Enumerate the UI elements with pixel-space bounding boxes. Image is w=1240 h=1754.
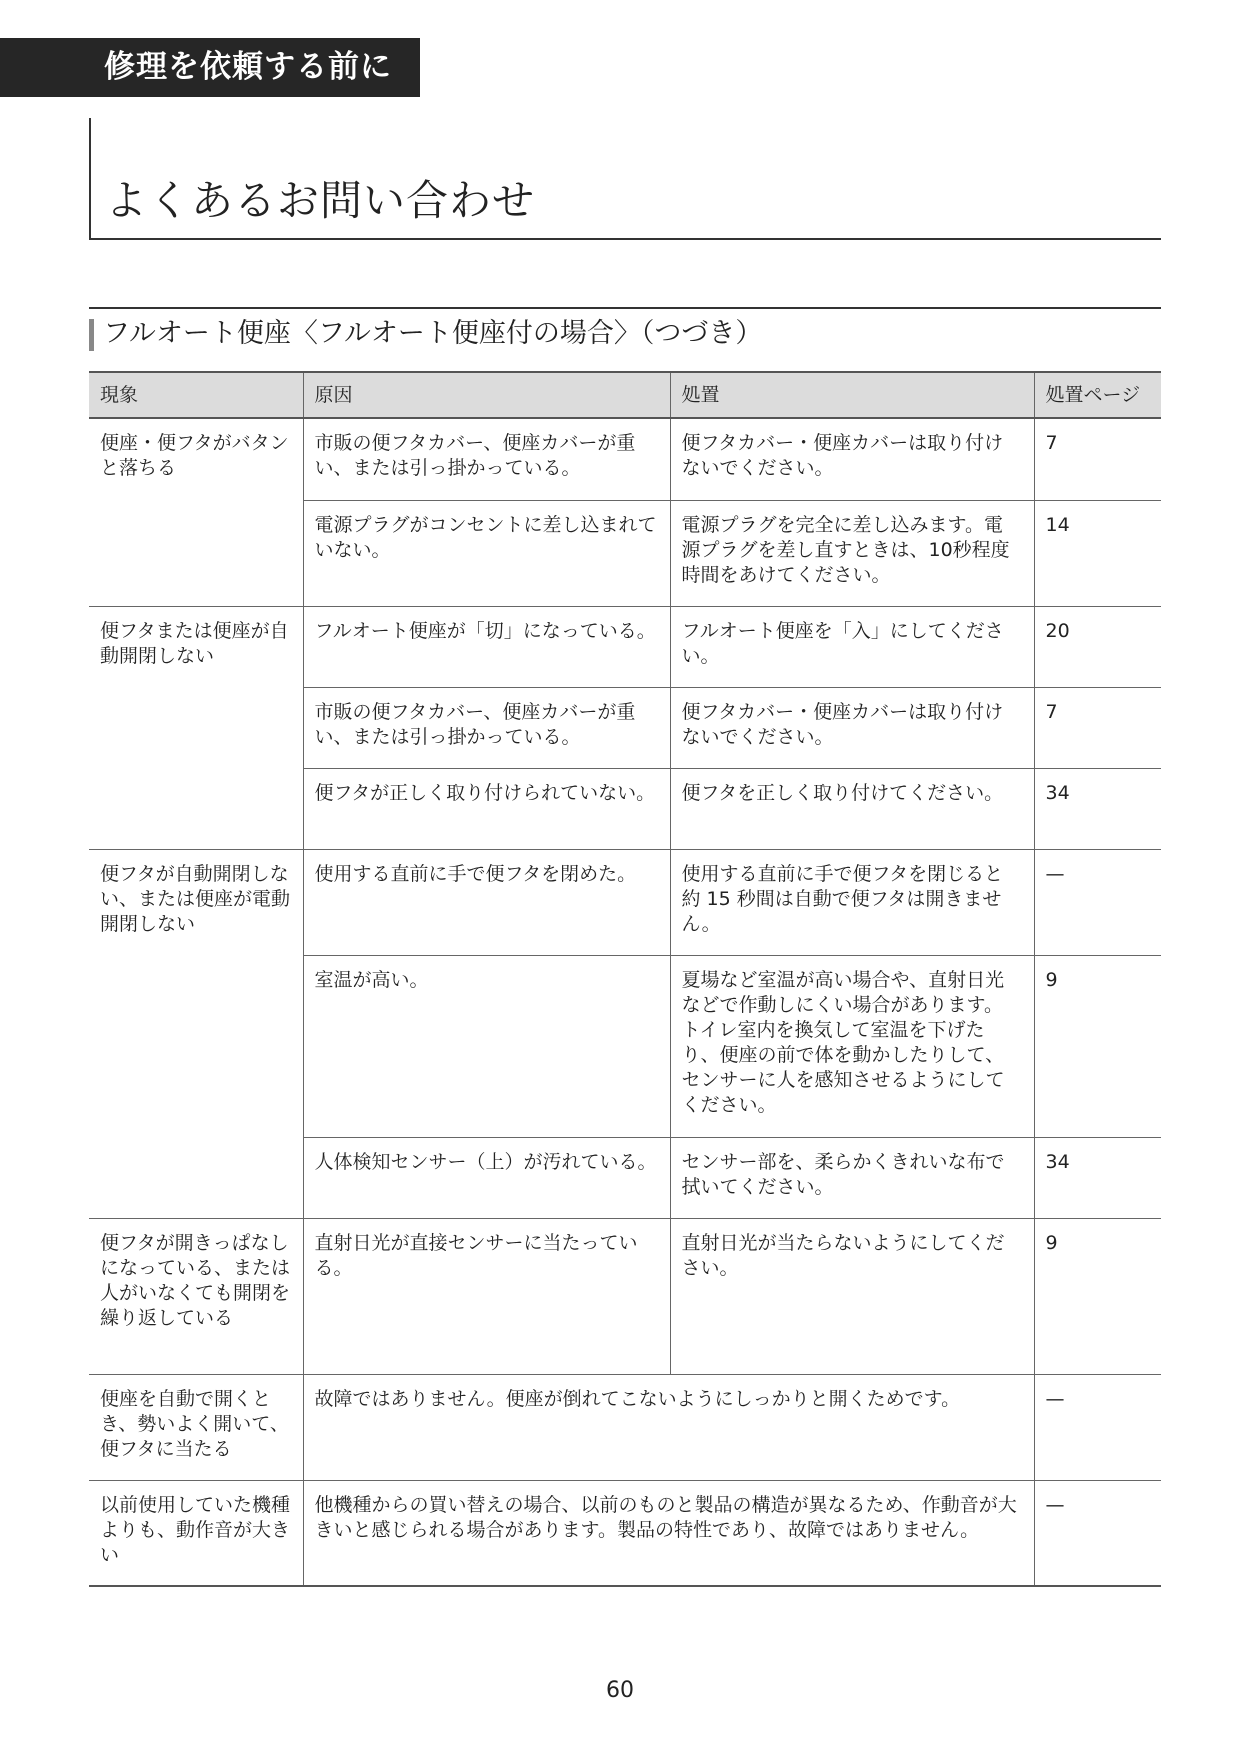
remedy-cell: センサー部を、柔らかくきれいな布で拭いてください。 [670,1137,1034,1218]
symptom-cell: 便フタが開きっぱなしになっている、または人がいなくても開閉を繰り返している [89,1218,303,1374]
cause-cell: 使用する直前に手で便フタを閉めた。 [303,849,670,955]
header-remedy: 処置 [670,372,1034,418]
cause-cell: 便フタが正しく取り付けられていない。 [303,768,670,849]
section-label: 修理を依頼する前に [104,49,392,85]
page-cell: 20 [1034,606,1161,687]
remedy-cell: 夏場など室温が高い場合や、直射日光などで作動しにくい場合があります。トイレ室内を換気して室温を下げたり、便座の前で体を動かしたりして、センサーに人を感知させるようにしてください。 [670,955,1034,1137]
page-cell: 34 [1034,1137,1161,1218]
remedy-cell: 使用する直前に手で便フタを閉じると約 15 秒間は自動で便フタは開きません。 [670,849,1034,955]
cause-cell: 市販の便フタカバー、便座カバーが重い、または引っ掛かっている。 [303,418,670,500]
page-cell: 7 [1034,687,1161,768]
cause-cell: 電源プラグがコンセントに差し込まれていない。 [303,500,670,606]
subsection-marker [89,319,94,351]
page-cell: — [1034,1374,1161,1480]
page-cell: — [1034,849,1161,955]
merged-cause-remedy-cell: 他機種からの買い替えの場合、以前のものと製品の構造が異なるため、作動音が大きいと感じられる場合があります。製品の特性であり、故障ではありません。 [303,1480,1034,1586]
remedy-cell: 便フタを正しく取り付けてください。 [670,768,1034,849]
remedy-cell: フルオート便座を「入」にしてください。 [670,606,1034,687]
header-symptom: 現象 [89,372,303,418]
table-row [89,1218,1161,1374]
page-cell: 34 [1034,768,1161,849]
table-row [89,1374,1161,1480]
subsection-title: フルオート便座〈フルオート便座付の場合〉（つづき） [103,318,763,349]
header-cause: 原因 [303,372,670,418]
table-row [89,418,1161,500]
remedy-cell: 電源プラグを完全に差し込みます。電源プラグを差し直すときは、10秒程度時間をあけてください。 [670,500,1034,606]
symptom-cell: 以前使用していた機種よりも、動作音が大きい [89,1480,303,1586]
remedy-cell: 便フタカバー・便座カバーは取り付けないでください。 [670,687,1034,768]
page-number: 60 [606,1678,634,1703]
merged-cause-remedy-cell: 故障ではありません。便座が倒れてこないようにしっかりと開くためです。 [303,1374,1034,1480]
table-row [89,849,1161,955]
page-cell: 7 [1034,418,1161,500]
table-row [89,606,1161,687]
cause-cell: 人体検知センサー（上）が汚れている。 [303,1137,670,1218]
page-cell: 9 [1034,1218,1161,1374]
table-header-row [89,372,1161,418]
subsection-header [89,307,1161,355]
symptom-cell: 便座・便フタがバタンと落ちる [89,418,303,606]
cause-cell: フルオート便座が「切」になっている。 [303,606,670,687]
remedy-cell: 直射日光が当たらないようにしてください。 [670,1218,1034,1374]
table-row [89,1480,1161,1586]
symptom-cell: 便フタまたは便座が自動開閉しない [89,606,303,849]
cause-cell: 市販の便フタカバー、便座カバーが重い、または引っ掛かっている。 [303,687,670,768]
symptom-cell: 便座を自動で開くとき、勢いよく開いて、便フタに当たる [89,1374,303,1480]
section-tab [0,38,420,97]
page-cell: — [1034,1480,1161,1586]
page-cell: 14 [1034,500,1161,606]
page-cell: 9 [1034,955,1161,1137]
symptom-cell: 便フタが自動開閉しない、または便座が電動開閉しない [89,849,303,1218]
faq-table [89,371,1161,1587]
header-page: 処置ページ [1034,372,1161,418]
remedy-cell: 便フタカバー・便座カバーは取り付けないでください。 [670,418,1034,500]
title-block [89,118,1161,240]
page-title: よくあるお問い合わせ [105,176,536,225]
cause-cell: 室温が高い。 [303,955,670,1137]
cause-cell: 直射日光が直接センサーに当たっている。 [303,1218,670,1374]
